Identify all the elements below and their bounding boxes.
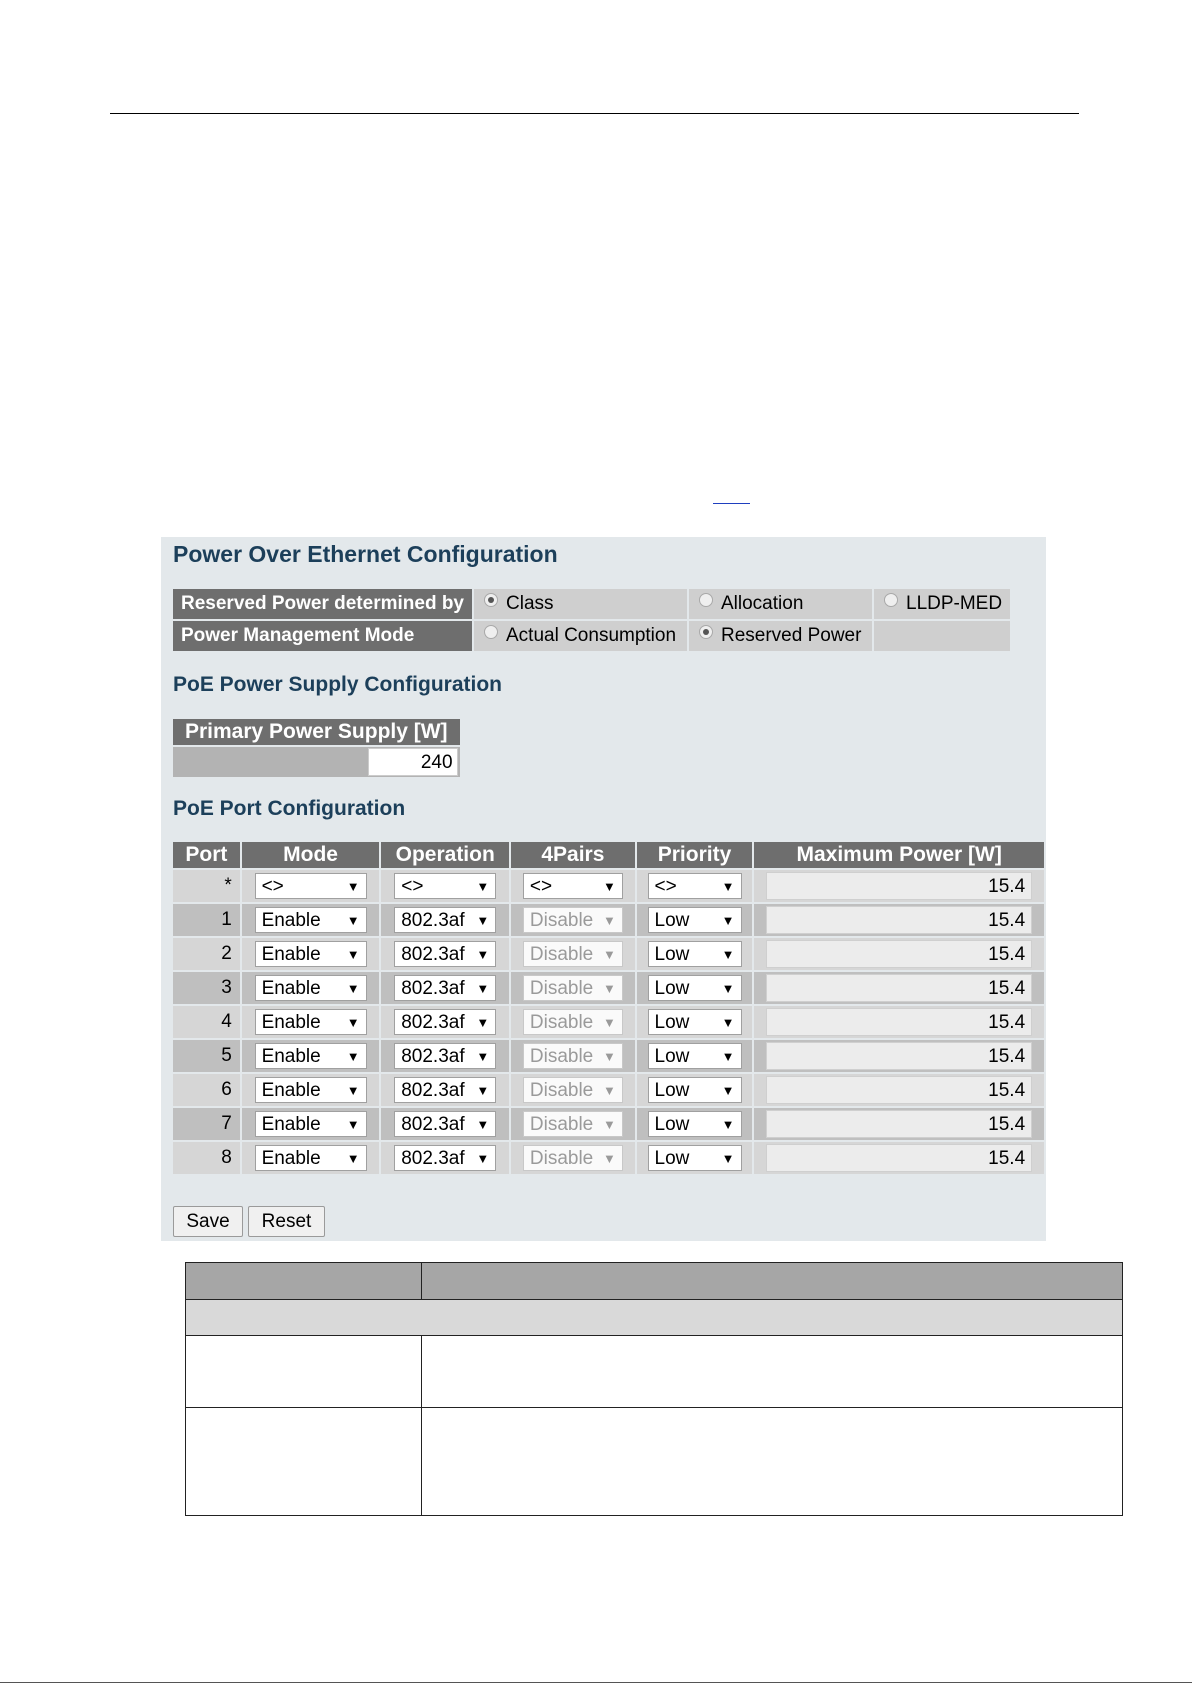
operation-cell bbox=[381, 1006, 509, 1038]
pairs-cell bbox=[511, 1040, 635, 1072]
mode-cell bbox=[242, 1074, 380, 1106]
mode-cell bbox=[242, 972, 380, 1004]
max-power-cell bbox=[754, 1006, 1044, 1038]
pairs-select[interactable]: Disable ▼ bbox=[523, 975, 623, 1001]
power-mode-table bbox=[171, 587, 1012, 653]
operation-select[interactable]: 802.3af ▼ bbox=[394, 975, 496, 1001]
pairs-select[interactable]: Disable ▼ bbox=[523, 907, 623, 933]
operation-cell bbox=[381, 1108, 509, 1140]
max-power-cell bbox=[754, 1040, 1044, 1072]
max-power-cell bbox=[754, 1074, 1044, 1106]
desc-section-row bbox=[186, 1300, 1123, 1336]
mode-cell bbox=[242, 1040, 380, 1072]
port-number: 3 bbox=[173, 972, 240, 1004]
pairs-select[interactable]: Disable ▼ bbox=[523, 1009, 623, 1035]
dropdown-arrow-icon: ▼ bbox=[603, 1151, 616, 1166]
header-rule bbox=[110, 113, 1079, 114]
priority-cell bbox=[637, 870, 753, 902]
mode-select[interactable]: Enable ▼ bbox=[255, 1009, 367, 1035]
mode-cell bbox=[242, 938, 380, 970]
pairs-cell bbox=[511, 972, 635, 1004]
desc-header-object bbox=[186, 1263, 422, 1300]
dropdown-arrow-icon: ▼ bbox=[476, 879, 490, 894]
max-power-input[interactable]: 15.4 bbox=[766, 1144, 1032, 1172]
port-number: 6 bbox=[173, 1074, 240, 1106]
table-row bbox=[173, 870, 1044, 902]
max-power-cell bbox=[754, 938, 1044, 970]
priority-select[interactable]: Low ▼ bbox=[648, 1111, 742, 1137]
primary-supply-cell bbox=[173, 747, 460, 777]
col-4pairs: 4Pairs bbox=[511, 842, 635, 868]
operation-cell bbox=[381, 1142, 509, 1174]
priority-cell bbox=[637, 1142, 753, 1174]
dropdown-arrow-icon: ▼ bbox=[721, 947, 735, 962]
dropdown-arrow-icon: ▼ bbox=[721, 879, 735, 894]
pairs-select[interactable]: Disable ▼ bbox=[523, 1043, 623, 1069]
desc-cell bbox=[422, 1408, 1123, 1516]
table-row bbox=[173, 1006, 1044, 1038]
table-row bbox=[173, 938, 1044, 970]
power-supply-table bbox=[171, 717, 462, 779]
dropdown-arrow-icon: ▼ bbox=[721, 1117, 735, 1132]
max-power-cell bbox=[754, 870, 1044, 902]
priority-select[interactable]: Low ▼ bbox=[648, 1077, 742, 1103]
priority-select[interactable]: Low ▼ bbox=[648, 975, 742, 1001]
dropdown-arrow-icon: ▼ bbox=[476, 1049, 490, 1064]
power-management-label: Power Management Mode bbox=[173, 621, 472, 651]
priority-cell bbox=[637, 938, 753, 970]
operation-cell bbox=[381, 1040, 509, 1072]
dropdown-arrow-icon: ▼ bbox=[476, 1083, 490, 1098]
max-power-input[interactable]: 15.4 bbox=[766, 974, 1032, 1002]
priority-cell bbox=[637, 972, 753, 1004]
col-mode: Mode bbox=[242, 842, 380, 868]
table-row bbox=[173, 1142, 1044, 1174]
table-row bbox=[173, 1108, 1044, 1140]
radio-selected-icon[interactable] bbox=[699, 625, 713, 639]
mode-select[interactable]: Enable ▼ bbox=[255, 941, 367, 967]
pairs-cell bbox=[511, 870, 635, 902]
operation-select[interactable]: 802.3af ▼ bbox=[394, 907, 496, 933]
max-power-input[interactable]: 15.4 bbox=[766, 872, 1032, 900]
operation-cell bbox=[381, 870, 509, 902]
desc-cell bbox=[422, 1336, 1123, 1408]
max-power-input[interactable]: 15.4 bbox=[766, 1008, 1032, 1036]
desc-cell bbox=[186, 1408, 422, 1516]
mode-cell bbox=[242, 1142, 380, 1174]
port-number: 5 bbox=[173, 1040, 240, 1072]
mode-cell bbox=[242, 870, 380, 902]
operation-cell bbox=[381, 938, 509, 970]
mode-select[interactable]: <> ▼ bbox=[255, 873, 367, 899]
max-power-cell bbox=[754, 1142, 1044, 1174]
supply-section-heading: PoE Power Supply Configuration bbox=[173, 673, 503, 696]
dropdown-arrow-icon: ▼ bbox=[346, 1117, 360, 1132]
port-config-table bbox=[171, 840, 1046, 1176]
reserved-class-option[interactable]: Class bbox=[474, 589, 687, 619]
dropdown-arrow-icon: ▼ bbox=[346, 913, 360, 928]
priority-select[interactable]: Low ▼ bbox=[648, 1009, 742, 1035]
page-title: Power Over Ethernet Configuration bbox=[173, 541, 558, 567]
dropdown-arrow-icon: ▼ bbox=[603, 1083, 616, 1098]
max-power-cell bbox=[754, 972, 1044, 1004]
port-number: 7 bbox=[173, 1108, 240, 1140]
pairs-select[interactable]: Disable ▼ bbox=[523, 1077, 623, 1103]
dropdown-arrow-icon: ▼ bbox=[346, 879, 360, 894]
dropdown-arrow-icon: ▼ bbox=[721, 1151, 735, 1166]
col-operation: Operation bbox=[381, 842, 509, 868]
dropdown-arrow-icon: ▼ bbox=[346, 1015, 360, 1030]
max-power-cell bbox=[754, 1108, 1044, 1140]
priority-select[interactable]: Low ▼ bbox=[648, 907, 742, 933]
dropdown-arrow-icon: ▼ bbox=[346, 981, 360, 996]
port-number: 2 bbox=[173, 938, 240, 970]
dropdown-arrow-icon: ▼ bbox=[476, 981, 490, 996]
dropdown-arrow-icon: ▼ bbox=[721, 981, 735, 996]
dropdown-arrow-icon: ▼ bbox=[603, 947, 616, 962]
dropdown-arrow-icon: ▼ bbox=[476, 947, 490, 962]
operation-select[interactable]: <> ▼ bbox=[394, 873, 496, 899]
mode-cell bbox=[242, 904, 380, 936]
priority-select[interactable]: Low ▼ bbox=[648, 1145, 742, 1171]
operation-cell bbox=[381, 904, 509, 936]
dropdown-arrow-icon: ▼ bbox=[603, 981, 616, 996]
pm-reserved-power-option[interactable]: Reserved Power bbox=[689, 621, 872, 651]
port-number: 1 bbox=[173, 904, 240, 936]
max-power-input[interactable]: 15.4 bbox=[766, 1042, 1032, 1070]
radio-selected-icon[interactable] bbox=[484, 593, 498, 607]
figure-link[interactable] bbox=[713, 503, 750, 504]
pairs-select[interactable]: Disable ▼ bbox=[523, 1145, 623, 1171]
max-power-input[interactable]: 15.4 bbox=[766, 1076, 1032, 1104]
table-row bbox=[173, 1040, 1044, 1072]
dropdown-arrow-icon: ▼ bbox=[603, 913, 616, 928]
operation-select[interactable]: 802.3af ▼ bbox=[394, 1145, 496, 1171]
pm-actual-consumption-option[interactable]: Actual Consumption bbox=[474, 621, 687, 651]
table-row bbox=[173, 972, 1044, 1004]
save-button[interactable]: Save bbox=[173, 1206, 243, 1237]
pairs-cell bbox=[511, 1108, 635, 1140]
dropdown-arrow-icon: ▼ bbox=[346, 1049, 360, 1064]
description-table bbox=[185, 1262, 1123, 1516]
pairs-select[interactable]: <> ▼ bbox=[523, 873, 623, 899]
dropdown-arrow-icon: ▼ bbox=[476, 913, 490, 928]
dropdown-arrow-icon: ▼ bbox=[603, 879, 616, 894]
operation-cell bbox=[381, 972, 509, 1004]
mode-select[interactable]: Enable ▼ bbox=[255, 907, 367, 933]
pairs-cell bbox=[511, 1074, 635, 1106]
dropdown-arrow-icon: ▼ bbox=[603, 1015, 616, 1030]
operation-select[interactable]: 802.3af ▼ bbox=[394, 1043, 496, 1069]
priority-cell bbox=[637, 1108, 753, 1140]
dropdown-arrow-icon: ▼ bbox=[721, 1083, 735, 1098]
desc-header-description bbox=[422, 1263, 1123, 1300]
mode-select[interactable]: Enable ▼ bbox=[255, 975, 367, 1001]
primary-supply-input[interactable]: 240 bbox=[368, 748, 458, 776]
dropdown-arrow-icon: ▼ bbox=[603, 1117, 616, 1132]
mode-select[interactable]: Enable ▼ bbox=[255, 1077, 367, 1103]
desc-cell bbox=[186, 1336, 422, 1408]
priority-cell bbox=[637, 904, 753, 936]
reset-button[interactable]: Reset bbox=[248, 1206, 325, 1237]
operation-select[interactable]: 802.3af ▼ bbox=[394, 1009, 496, 1035]
col-max-power: Maximum Power [W] bbox=[754, 842, 1044, 868]
priority-select[interactable]: Low ▼ bbox=[648, 1043, 742, 1069]
radio-icon[interactable] bbox=[699, 593, 713, 607]
max-power-input[interactable]: 15.4 bbox=[766, 940, 1032, 968]
dropdown-arrow-icon: ▼ bbox=[721, 1049, 735, 1064]
dropdown-arrow-icon: ▼ bbox=[603, 1049, 616, 1064]
priority-cell bbox=[637, 1006, 753, 1038]
radio-icon[interactable] bbox=[484, 625, 498, 639]
port-number: 8 bbox=[173, 1142, 240, 1174]
dropdown-arrow-icon: ▼ bbox=[476, 1117, 490, 1132]
pairs-cell bbox=[511, 1142, 635, 1174]
dropdown-arrow-icon: ▼ bbox=[721, 913, 735, 928]
pairs-cell bbox=[511, 1006, 635, 1038]
dropdown-arrow-icon: ▼ bbox=[721, 1015, 735, 1030]
mode-select[interactable]: Enable ▼ bbox=[255, 1043, 367, 1069]
reserved-allocation-option[interactable]: Allocation bbox=[689, 589, 872, 619]
dropdown-arrow-icon: ▼ bbox=[476, 1151, 490, 1166]
pairs-cell bbox=[511, 938, 635, 970]
pairs-select[interactable]: Disable ▼ bbox=[523, 1111, 623, 1137]
max-power-input[interactable]: 15.4 bbox=[766, 906, 1032, 934]
mode-select[interactable]: Enable ▼ bbox=[255, 1111, 367, 1137]
mode-select[interactable]: Enable ▼ bbox=[255, 1145, 367, 1171]
dropdown-arrow-icon: ▼ bbox=[346, 1151, 360, 1166]
radio-icon[interactable] bbox=[884, 593, 898, 607]
pairs-select[interactable]: Disable ▼ bbox=[523, 941, 623, 967]
port-number: * bbox=[173, 870, 240, 902]
priority-cell bbox=[637, 1074, 753, 1106]
port-number: 4 bbox=[173, 1006, 240, 1038]
max-power-input[interactable]: 15.4 bbox=[766, 1110, 1032, 1138]
pairs-cell bbox=[511, 904, 635, 936]
col-priority: Priority bbox=[637, 842, 753, 868]
port-section-heading: PoE Port Configuration bbox=[173, 797, 406, 820]
dropdown-arrow-icon: ▼ bbox=[346, 1083, 360, 1098]
table-row bbox=[173, 1074, 1044, 1106]
mode-cell bbox=[242, 1108, 380, 1140]
col-port: Port bbox=[173, 842, 240, 868]
reserved-lldp-med-option[interactable]: LLDP-MED bbox=[874, 589, 1010, 619]
priority-select[interactable]: Low ▼ bbox=[648, 941, 742, 967]
table-row bbox=[173, 904, 1044, 936]
operation-select[interactable]: 802.3af ▼ bbox=[394, 1111, 496, 1137]
empty-cell bbox=[874, 621, 1010, 651]
mode-cell bbox=[242, 1006, 380, 1038]
priority-select[interactable]: <> ▼ bbox=[648, 873, 742, 899]
operation-select[interactable]: 802.3af ▼ bbox=[394, 941, 496, 967]
operation-select[interactable]: 802.3af ▼ bbox=[394, 1077, 496, 1103]
operation-cell bbox=[381, 1074, 509, 1106]
primary-supply-header: Primary Power Supply [W] bbox=[173, 719, 460, 745]
max-power-cell bbox=[754, 904, 1044, 936]
dropdown-arrow-icon: ▼ bbox=[476, 1015, 490, 1030]
reserved-power-label: Reserved Power determined by bbox=[173, 589, 472, 619]
dropdown-arrow-icon: ▼ bbox=[346, 947, 360, 962]
priority-cell bbox=[637, 1040, 753, 1072]
footer-rule bbox=[0, 1682, 1192, 1683]
poe-config-panel bbox=[161, 537, 1046, 1241]
